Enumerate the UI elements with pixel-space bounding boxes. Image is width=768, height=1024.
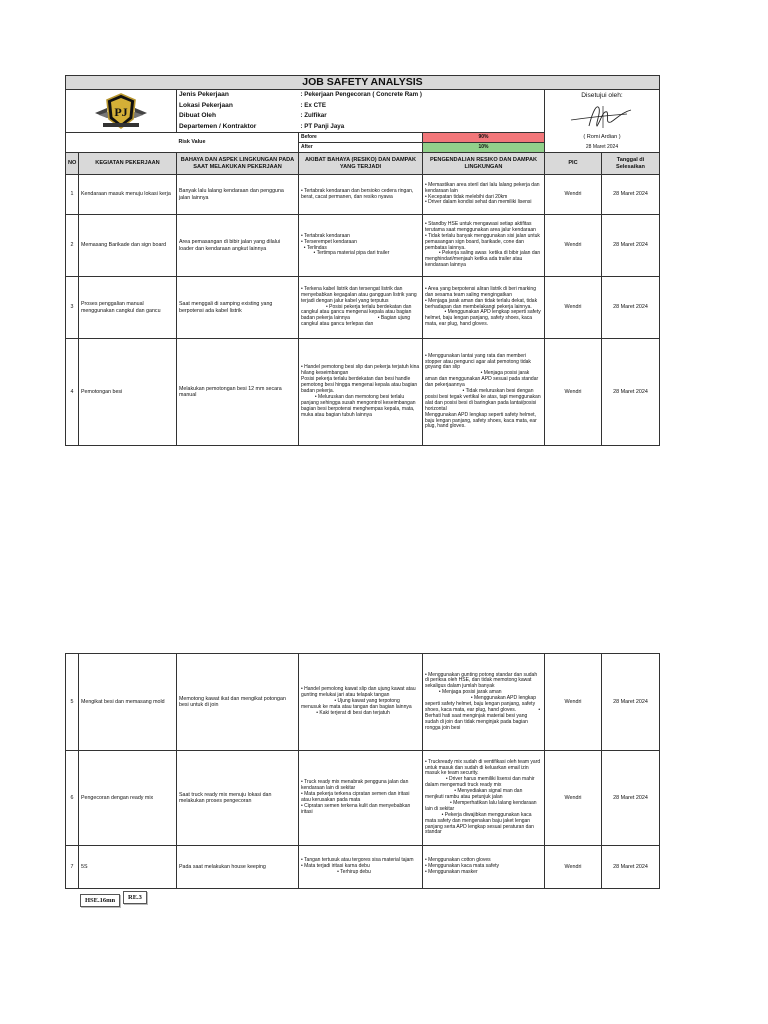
cell-no: 7 — [66, 846, 79, 889]
cell-pengendalian — [423, 846, 545, 889]
cell-no: 4 — [66, 339, 79, 446]
cell-bahaya: Memotong kawat ikat dan mengikat potongan besi untuk di join — [177, 654, 299, 751]
cell-kegiatan: Kendaraan masuk menuju lokasi kerja — [79, 175, 177, 215]
cell-tanggal: 28 Maret 2024 — [602, 751, 660, 846]
table-row — [66, 339, 660, 446]
jsa-continuation-table — [65, 653, 660, 889]
pengendalian-line: • Kecepatan tidak melebihi dari 20km — [425, 193, 508, 200]
svg-text:PJ: PJ — [114, 105, 128, 119]
cell-pengendalian — [423, 751, 545, 846]
jenis-pekerjaan-value: : Pekerjaan Pengecoran ( Concrete Ram ) — [299, 90, 545, 101]
table-row — [66, 654, 660, 751]
company-logo — [68, 91, 174, 131]
shield-logo-icon — [93, 91, 149, 131]
cell-tanggal: 28 Maret 2024 — [602, 654, 660, 751]
cell-tanggal: 28 Maret 2024 — [602, 175, 660, 215]
pengendalian-line: • Menggunakan lantai yang rata dan memberi stopper atau pengunci agar alat pemotong tidak goyang dan slip — [425, 352, 533, 371]
akibat-line: • Mata pekerja terkena cipratan semen dan iritasi atau kerusakan pada mata — [301, 791, 411, 803]
cell-bahaya: Saat menggali di samping existing yang berpotensi ada kabel listrik — [177, 277, 299, 339]
logo-cell — [66, 90, 177, 133]
approved-by-label: Disetujui oleh: — [581, 91, 623, 99]
cell-pic: Wendri — [545, 654, 602, 751]
akibat-line: • Tangan tertusuk atau tergores sisa material tajam — [301, 857, 414, 864]
pengendalian-line: • Memperhatikan lalu lalang kendaraan lain di sekitar — [425, 799, 538, 812]
jenis-pekerjaan-label: Jenis Pekerjaan — [177, 90, 299, 101]
col-header-tanggal: Tanggal di Selesaikan — [602, 153, 660, 175]
before-label: Before — [299, 133, 423, 143]
pengendalian-line: • Area yang berpotensi aliran listrik di beri marking dan sesama team saling mengingatkan — [425, 285, 538, 298]
jsa-header-table — [65, 75, 660, 446]
cell-bahaya: Saat truck ready mix menuju lokasi dan melakukan proses pengecoran — [177, 751, 299, 846]
akibat-line: • Terkena kabel listrik dan tersengat listrik dan menyebabkan kegagalan atau gangguan listrik yang terjadi dengan jalur kabel yang terputus — [301, 285, 419, 304]
pengendalian-line: • Truckready mix sudah di ventifikasi oleh team yard untuk masuk dan sudah di keluarkan email izin masuk ke team security. — [425, 758, 542, 777]
approver-name: ( Romi Ardian ) — [583, 134, 621, 141]
cell-no: 6 — [66, 751, 79, 846]
akibat-line: Posisi pekerja terlalu berdekatan dan besi handle pemotong besi hingga mengenai kepala atau bagian badan pekerja. — [301, 376, 419, 395]
departemen-label: Departemen / Kontraktor — [177, 121, 299, 132]
cell-bahaya: Melakukan pemotongan besi 12 mm secara manual — [177, 339, 299, 446]
pengendalian-line: • Menggunakan APD lengkap seperti safety helmet, baju lengan panjang, safety shoes, kaca mata, ear plug, hand gloves. • Berhati hati saat menginjak material besi yang sudah di join dan tidak menginjak pada bagian rongga join besi — [425, 695, 542, 731]
akibat-line: • Tertimpa material pipa dari trailer — [301, 250, 390, 257]
before-value: 90% — [423, 133, 545, 143]
cell-pengendalian — [423, 339, 545, 446]
cell-kegiatan: Memasang Barikade dan sign board — [79, 215, 177, 277]
cell-bahaya: Area pemasangan di bibir jalan yang dilalui loader dan kendaraan angkut lainnya — [177, 215, 299, 277]
approval-date: 28 Maret 2024 — [585, 144, 619, 151]
dibuat-oleh-label: Dibuat Oleh — [177, 111, 299, 121]
pengendalian-line: • Memastikan area steril dari lalu lalang pekerja dan kendaraan lain — [425, 181, 541, 194]
document-title: JOB SAFETY ANALYSIS — [66, 76, 660, 90]
pengendalian-line: • Standby HSE untuk mengawasi setiap aktifitas terutama saat menggunakan area jalur kendaraan — [425, 220, 536, 233]
cell-pengendalian — [423, 215, 545, 277]
table-row — [66, 846, 660, 889]
cell-kegiatan: Pemotongan besi — [79, 339, 177, 446]
jsa-sheet-page-1 — [65, 75, 659, 446]
cell-tanggal: 28 Maret 2024 — [602, 215, 660, 277]
revision-code-box: RE.3 — [123, 891, 147, 904]
pengendalian-line: • Menyediakan signal man dan menjkuti rambu atau petunjuk jalan — [425, 788, 524, 801]
pengendalian-line: • Menggunakan masker — [425, 868, 478, 875]
cell-akibat — [299, 846, 423, 889]
cell-pengendalian — [423, 175, 545, 215]
cell-kegiatan: 5S — [79, 846, 177, 889]
cell-kegiatan: Mengikat besi dan memasang mold — [79, 654, 177, 751]
signature-icon — [567, 102, 637, 130]
col-header-pic: PIC — [545, 153, 602, 175]
form-code-box: HSE.16mn — [80, 894, 120, 907]
col-header-pengendalian: PENGENDALIAN RESIKO DAN DAMPAK LINGKUNGAN — [423, 153, 545, 175]
pengendalian-line: • Menggunakan gunting potong standar dan sudah di periksa oleh HSE, dan tidak memotong kawat sekaligus dalam jumlah banyak — [425, 671, 539, 690]
approval-cell — [545, 90, 660, 153]
akibat-line: • Kaki terjerat di besi dan terjatuh — [301, 709, 390, 716]
cell-tanggal: 28 Maret 2024 — [602, 277, 660, 339]
pengendalian-line: • Menggunakan APD lengkap seperti safety helmet, baju lengan panjang, safety shoes, kaca mata, ear plug, hand gloves. — [425, 309, 543, 328]
cell-tanggal: 28 Maret 2024 — [602, 846, 660, 889]
cell-akibat — [299, 175, 423, 215]
table-row — [66, 277, 660, 339]
akibat-line: • Cipratan semen terkena kulit dan menyebabkan iritasi — [301, 802, 412, 815]
cell-akibat — [299, 654, 423, 751]
pengendalian-line: • Tidak meluruskan besi dengan posisi besi tegak vertikal ke atas, tapi menggunakan alat dan posisi besi di baringkan pada lantai/posisi horizontal — [425, 388, 543, 412]
cell-no: 3 — [66, 277, 79, 339]
jsa-sheet-page-2 — [65, 653, 659, 889]
cell-bahaya: Banyak lalu lalang kendaraan dan pengguna jalan lainnya — [177, 175, 299, 215]
akibat-line: • Posisi pekerja terlalu berdekatan dan cangkul atau gancu mengenai kepala atau bagian badan pekerja lainnya • Bagian ujung cangkul atau gancu terlepas dan — [301, 303, 413, 328]
cell-pengendalian — [423, 654, 545, 751]
cell-tanggal: 28 Maret 2024 — [602, 339, 660, 446]
akibat-line: • Tertabrak kendaraan dan bersioko cedera ringan, berat, cacat permanen, dan resiko nyawa — [301, 187, 415, 200]
cell-no: 5 — [66, 654, 79, 751]
table-row — [66, 175, 660, 215]
table-row — [66, 751, 660, 846]
pengendalian-line: • Menjaga posisi jarak aman dan menggunakan APD sesuai pada standar dan pekerjaannya — [425, 370, 540, 389]
cell-akibat — [299, 277, 423, 339]
col-header-no: NO — [66, 153, 79, 175]
dibuat-oleh-value: : Zulfikar — [299, 111, 545, 121]
cell-pic: Wendri — [545, 339, 602, 446]
cell-no: 2 — [66, 215, 79, 277]
pengendalian-line: • Menggunakan kaca mata safety — [425, 863, 500, 870]
col-header-bahaya: BAHAYA DAN ASPEK LINGKUNGAN PADA SAAT MELAKUKAN PEKERJAAN — [177, 153, 299, 175]
pengendalian-line: • Menjaga jarak aman dan tidak terlalu dekat, tidak berhadapan dan membelakangi pekerja lainnya. — [425, 297, 539, 310]
cell-akibat — [299, 339, 423, 446]
akibat-line: • Meluruskan dan memotong besi terlalu panjang sehingga susah mengontrol keseimbangan bagian besi berpotensi menghempas kepala, mata, muka atau bagian tubuh lainnya — [301, 393, 417, 418]
risk-value-label: Risk Value — [177, 133, 299, 153]
akibat-line: • Truck ready mix menabrak pengguna jalan dan kendaraan lain di sekitar — [301, 779, 410, 792]
cell-kegiatan: Proses penggalian manual menggunakan cangkul dan gancu — [79, 277, 177, 339]
pengendalian-line: Menggunakan APD lengkap seperti safety helmet, baju lengan panjang, safety shoes, kaca mata, ear plug, hand gloves. — [425, 411, 539, 430]
pengendalian-line: • Menggunakan cotton gloves — [425, 857, 491, 864]
pengendalian-line: • Pekerja saling awas ketika di bibir jalan dan menghindari/menjauh ketika ada trailer atau kendaraan lainnya — [425, 250, 542, 269]
akibat-line: • Handel pemotong besi slip dan pekerja terjatuh kina hilang keseimbangan — [301, 364, 421, 377]
pengendalian-line: • Driver harus memiliki lisensi dan mahir dalam mengemudi truck ready mix — [425, 776, 536, 789]
cell-pic: Wendri — [545, 215, 602, 277]
after-value: 10% — [423, 143, 545, 153]
table-row — [66, 215, 660, 277]
akibat-line: • Ujung kawat yang terpotong menusuk ke mata atau tangan dan bagian lainnya — [301, 698, 412, 710]
cell-kegiatan: Pengecoran dengan ready mix — [79, 751, 177, 846]
lokasi-pekerjaan-value: : Ex CTE — [299, 101, 545, 111]
cell-pengendalian — [423, 277, 545, 339]
lokasi-pekerjaan-label: Lokasi Pekerjaan — [177, 101, 299, 111]
akibat-line: • Terhirup debu — [301, 868, 371, 875]
akibat-line: • Handel pemolong kawat slip dan ujung kawat atau gunting melukai jari atau telapak tangan — [301, 686, 417, 699]
cell-pic: Wendri — [545, 751, 602, 846]
col-header-akibat: AKIBAT BAHAYA (RESIKO) DAN DAMPAK YANG TERJADI — [299, 153, 423, 175]
pengendalian-line: • Driver dalam kondisi sehat dan memiliki lisensi — [425, 199, 532, 206]
cell-akibat — [299, 215, 423, 277]
akibat-line: • Tertabrak kendaraan — [301, 232, 350, 239]
cell-pic: Wendri — [545, 277, 602, 339]
pengendalian-line: • Menjaga posisi jarak aman — [425, 689, 502, 696]
departemen-value: : PT Panji Jaya — [299, 121, 545, 132]
akibat-line: • Mata terjadi iritasi karna debu — [301, 863, 370, 870]
cell-akibat — [299, 751, 423, 846]
col-header-kegiatan: KEGIATAN PEKERJAAN — [79, 153, 177, 175]
cell-bahaya: Pada saat melakukan house keeping — [177, 846, 299, 889]
akibat-line: • Terserempet kendaraan — [301, 238, 357, 245]
pengendalian-line: • Tidak terlalu banyak menggunakan sisi jalan untuk pemasangan sign board, barikade, cone dan pembatas lainnya. — [425, 232, 542, 251]
after-label: After — [299, 143, 423, 153]
cell-pic: Wendri — [545, 175, 602, 215]
cell-pic: Wendri — [545, 846, 602, 889]
pengendalian-line: • Pekerja diwajibkan menggunakan kaca mata safety dan mengenakan baju jaket lengan panjang serta APD lengkap sesuai peraturan dan standar — [425, 811, 536, 836]
cell-no: 1 — [66, 175, 79, 215]
akibat-line: • Terlindas — [301, 244, 327, 251]
